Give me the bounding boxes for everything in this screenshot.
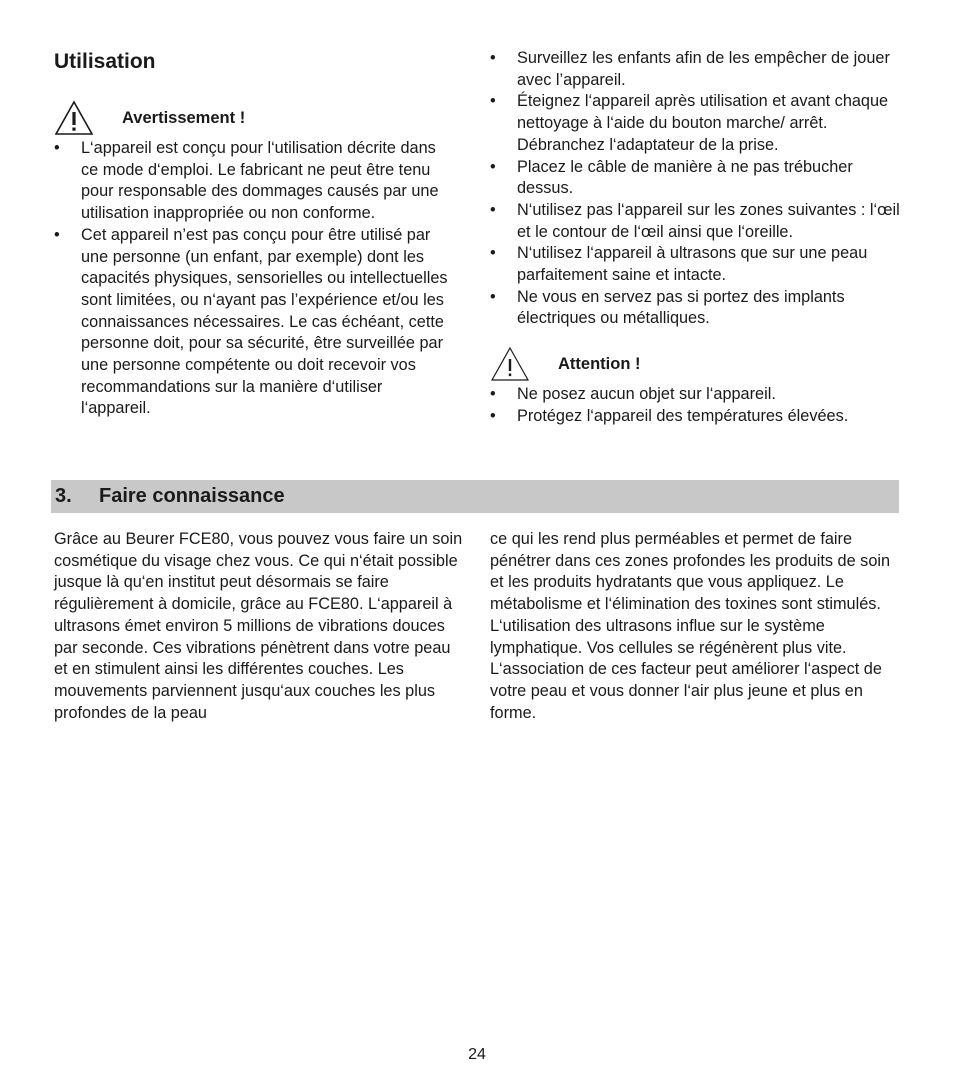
section-title: Faire connaissance	[99, 485, 285, 507]
list-item: • Ne vous en servez pas si portez des implants électriques ou métalliques.	[490, 287, 910, 330]
warning-label: Avertissement !	[122, 108, 246, 127]
warning-triangle-icon	[54, 100, 94, 136]
attention-label: Attention !	[558, 354, 641, 373]
section-number: 3.	[55, 485, 72, 507]
list-item: • Surveillez les enfants afin de les empêcher de jouer avec l’appareil.	[490, 48, 910, 91]
list-item: • Éteignez l‘appareil après utilisation et avant chaque nettoyage à l‘aide du bouton marche/ arrêt. Débranchez l‘adaptateur de la prise.	[490, 91, 910, 156]
warning-bullet-list	[54, 138, 454, 420]
list-item: • Protégez l‘appareil des températures élevées.	[490, 406, 910, 428]
list-item: • Ne posez aucun objet sur l‘appareil.	[490, 384, 910, 406]
section-paragraph-left: Grâce au Beurer FCE80, vous pouvez vous faire un soin cosmétique du visage chez vous. Ce qui n‘était possible jusque là qu‘en institut peut désormais se faire régulièrement à domicile, grâce au FCE80. L‘appareil à ultrasons émet environ 5 millions de vibrations douces par seconde. Ces vibrations pénètrent dans votre peau et en stimulent ainsi les différentes couches. Les mouvements parviennent jusqu‘aux couches les plus profondes de la peau	[54, 530, 463, 722]
utilisation-heading: Utilisation	[54, 50, 156, 73]
attention-row	[490, 344, 910, 384]
section-header-bar	[51, 480, 899, 513]
page-number: 24	[468, 1046, 486, 1063]
attention-bullet-list	[490, 384, 910, 427]
list-item: • Placez le câble de manière à ne pas trébucher dessus.	[490, 157, 910, 200]
list-item: • N‘utilisez pas l‘appareil sur les zones suivantes : l‘œil et le contour de l‘œil ainsi que l‘oreille.	[490, 200, 910, 243]
list-item: • Cet appareil n’est pas conçu pour être utilisé par une personne (un enfant, par exemple) dont les capacités physiques, sensorielles ou intellectuelles sont limitées, ou n‘ayant pas l’expérience et/ou les connaissances nécessaires. Le cas échéant, cette personne doit, pour sa sécurité, être surveillée par une personne compétente ou doit recevoir vos recommandations sur la manière d‘utiliser l‘appareil.	[54, 225, 454, 420]
warning-row	[54, 98, 454, 138]
left-column	[54, 48, 454, 420]
list-item: • N‘utilisez l‘appareil à ultrasons que sur une peau parfaitement saine et intacte.	[490, 243, 910, 286]
attention-triangle-icon	[490, 346, 530, 382]
safety-bullet-list	[490, 48, 910, 330]
list-item: • L‘appareil est conçu pour l‘utilisation décrite dans ce mode d‘emploi. Le fabricant ne peut être tenu pour responsable des dommages causés par une utilisation inappropriée ou non conforme.	[54, 138, 454, 225]
section-paragraph-right: ce qui les rend plus perméables et permet de faire pénétrer dans ces zones profondes les produits de soin et les produits hydratants que vous appliquez. Le métabolisme et l‘élimination des toxines sont stimulés. L‘utilisation des ultrasons influe sur le système lymphatique. Vos cellules se régénèrent plus vite. L‘association de ces facteur peut améliorer l‘aspect de votre peau et vous donner l‘air plus jeune et plus en forme.	[490, 530, 891, 722]
right-column	[490, 48, 910, 428]
